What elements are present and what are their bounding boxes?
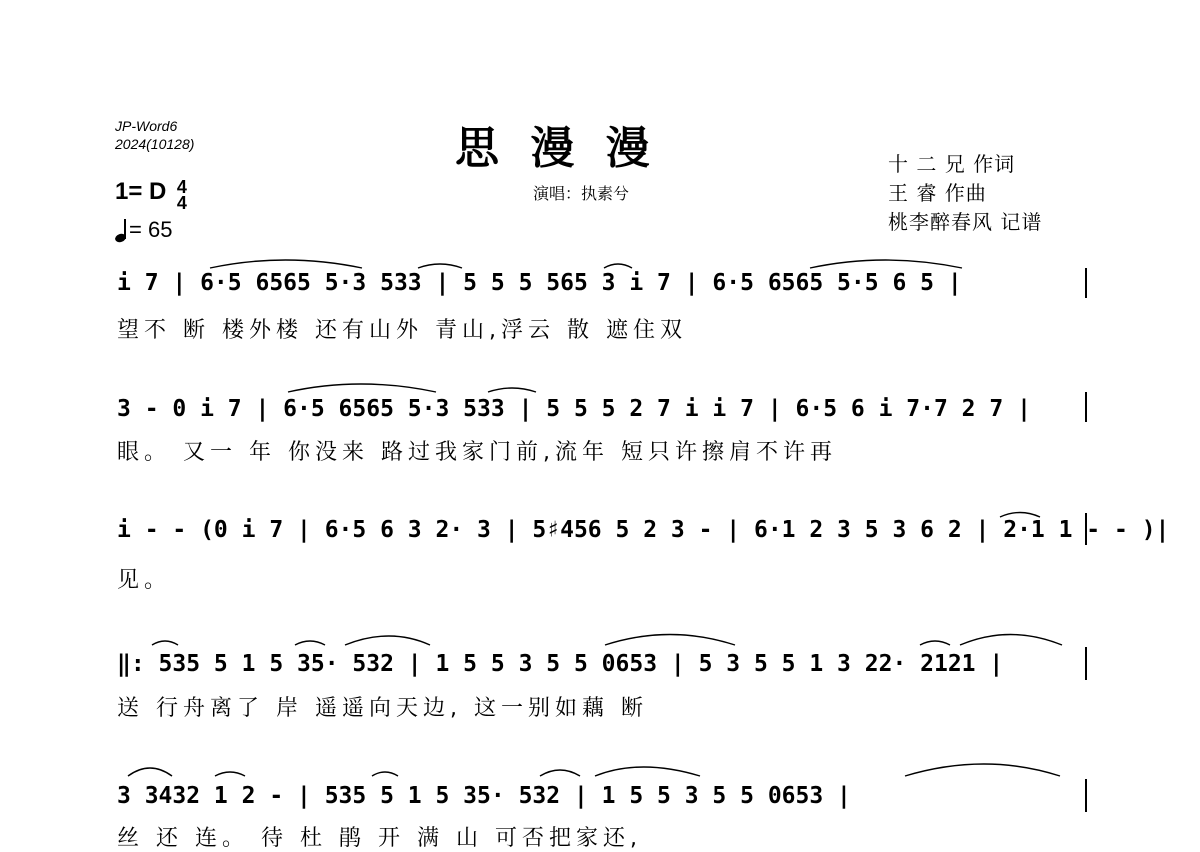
slur-mark [810, 260, 962, 268]
system-4-lyrics: 送 行舟离了 岸 遥遥向天边, 这一别如藕 断 [117, 696, 648, 721]
slur-mark [128, 768, 172, 776]
system-5-notation: 3 3432 1 2 - | 535 5 1 5 35· 532 | 1 5 5 3 5 5 0653 | [117, 783, 851, 809]
watermark-line-2: 2024(10128) [115, 136, 195, 152]
page-title: 思 漫 漫 [455, 123, 658, 174]
system-4-notation: ‖: 535 5 1 5 35· 532 | 1 5 5 3 5 5 0653 | 5 3 5 5 1 3 22· 2121 | [117, 651, 1004, 677]
watermark-line-1: JP-Word6 [115, 118, 178, 134]
slur-mark [960, 635, 1062, 646]
slur-mark [595, 767, 700, 776]
slur-mark [540, 770, 580, 776]
singer-credit: 演唱：执素兮 [533, 184, 630, 203]
slur-mark [905, 764, 1060, 776]
slur-mark [605, 635, 735, 646]
transcriber-credit: 桃李醉春风 记谱 [888, 210, 1043, 234]
slur-mark [372, 772, 398, 776]
system-1-notation: i 7 | 6·5 6565 5·3 533 | 5 5 5 565 3 i 7 | 6·5 6565 5·5 6 5 | [117, 270, 962, 296]
key-signature: 1= D [115, 178, 167, 205]
lyricist-credit: 十 二 兄 作词 [888, 152, 1016, 176]
system-3-lyrics: 见。 [117, 568, 172, 593]
slur-mark [604, 264, 632, 268]
slur-mark [152, 641, 178, 645]
slur-mark [288, 384, 436, 392]
slur-mark [345, 636, 430, 645]
slur-mark [1000, 513, 1040, 518]
system-2-lyrics: 眼。 又一 年 你没来 路过我家门前,流年 短只许擦肩不许再 [117, 440, 837, 465]
slur-mark [488, 388, 536, 392]
slur-mark [210, 260, 362, 268]
slur-mark [215, 772, 245, 776]
composer-credit: 王 睿 作曲 [888, 181, 987, 205]
time-signature-top: 4 [176, 176, 187, 197]
slur-mark [418, 264, 462, 268]
system-5-lyrics: 丝 还 连。 待 杜 鹃 开 满 山 可否把家还, [117, 826, 642, 851]
system-2-notation: 3 - 0 i 7 | 6·5 6565 5·3 533 | 5 5 5 2 7 i i 7 | 6·5 6 i 7·7 2 7 | [117, 396, 1031, 422]
system-3-notation: i - - (0 i 7 | 6·5 6 3 2· 3 | 5♯456 5 2 3 - | 6·1 2 3 5 3 6 2 | 2·1 1 - - )| [117, 517, 1170, 543]
slur-mark [920, 641, 950, 645]
system-1-lyrics: 望不 断 楼外楼 还有山外 青山,浮云 散 遮住双 [117, 318, 687, 343]
tempo-value: = 65 [129, 217, 173, 242]
slur-mark [295, 641, 325, 645]
time-signature-bottom: 4 [176, 192, 187, 213]
